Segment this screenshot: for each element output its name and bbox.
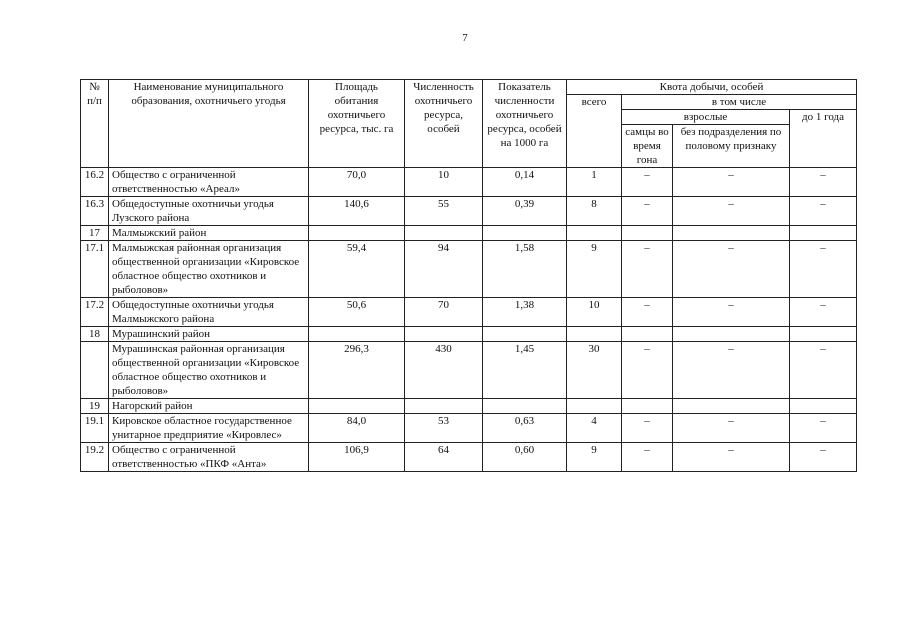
cell-count bbox=[405, 327, 483, 342]
cell-count: 53 bbox=[405, 414, 483, 443]
cell-num: 18 bbox=[81, 327, 109, 342]
cell-area: 50,6 bbox=[309, 298, 405, 327]
cell-name: Кировское областное государственное унитарное предприятие «Кировлес» bbox=[109, 414, 309, 443]
cell-young: – bbox=[790, 298, 857, 327]
cell-males: – bbox=[622, 443, 673, 472]
table-row bbox=[81, 197, 857, 226]
cell-young: – bbox=[790, 168, 857, 197]
cell-num: 16.3 bbox=[81, 197, 109, 226]
cell-name: Общество с ограниченной ответственностью «ПКФ «Анта» bbox=[109, 443, 309, 472]
cell-total: 9 bbox=[567, 443, 622, 472]
cell-num: 19.2 bbox=[81, 443, 109, 472]
table-row bbox=[81, 168, 857, 197]
cell-count: 430 bbox=[405, 342, 483, 399]
table-row bbox=[81, 443, 857, 472]
cell-no-sex: – bbox=[673, 197, 790, 226]
cell-num: 16.2 bbox=[81, 168, 109, 197]
cell-name: Общедоступные охотничьи угодья Малмыжского района bbox=[109, 298, 309, 327]
cell-density: 1,38 bbox=[483, 298, 567, 327]
cell-name: Малмыжская районная организация общественной организации «Кировское областное общество охотников и рыболовов» bbox=[109, 241, 309, 298]
cell-young bbox=[790, 226, 857, 241]
cell-total bbox=[567, 327, 622, 342]
table-row bbox=[81, 298, 857, 327]
cell-males: – bbox=[622, 298, 673, 327]
header-quota: Квота добычи, особей bbox=[567, 80, 857, 95]
cell-area: 84,0 bbox=[309, 414, 405, 443]
cell-name: Общество с ограниченной ответственностью «Ареал» bbox=[109, 168, 309, 197]
header-name: Наименование муниципального образования, охотничьего угодья bbox=[109, 80, 309, 168]
cell-total bbox=[567, 226, 622, 241]
cell-num: 17.1 bbox=[81, 241, 109, 298]
cell-young: – bbox=[790, 197, 857, 226]
header-males: самцы во время гона bbox=[622, 125, 673, 168]
cell-count: 70 bbox=[405, 298, 483, 327]
cell-density: 0,60 bbox=[483, 443, 567, 472]
cell-no-sex bbox=[673, 327, 790, 342]
cell-area bbox=[309, 327, 405, 342]
cell-name: Малмыжский район bbox=[109, 226, 309, 241]
cell-males bbox=[622, 399, 673, 414]
cell-num bbox=[81, 342, 109, 399]
cell-count bbox=[405, 226, 483, 241]
header-count: Численность охотничьего ресурса, особей bbox=[405, 80, 483, 168]
cell-count bbox=[405, 399, 483, 414]
cell-count: 64 bbox=[405, 443, 483, 472]
header-young: до 1 года bbox=[790, 110, 857, 168]
cell-density: 0,39 bbox=[483, 197, 567, 226]
cell-density bbox=[483, 327, 567, 342]
cell-area: 59,4 bbox=[309, 241, 405, 298]
cell-density bbox=[483, 226, 567, 241]
table-row bbox=[81, 414, 857, 443]
cell-num: 19.1 bbox=[81, 414, 109, 443]
cell-young: – bbox=[790, 414, 857, 443]
page-number: 7 bbox=[462, 32, 468, 44]
cell-name: Мурашинский район bbox=[109, 327, 309, 342]
cell-num: 17 bbox=[81, 226, 109, 241]
cell-no-sex bbox=[673, 226, 790, 241]
header-adults: взрослые bbox=[622, 110, 790, 125]
cell-area bbox=[309, 226, 405, 241]
cell-males: – bbox=[622, 414, 673, 443]
cell-total: 4 bbox=[567, 414, 622, 443]
cell-num: 19 bbox=[81, 399, 109, 414]
cell-name: Нагорский район bbox=[109, 399, 309, 414]
cell-area: 140,6 bbox=[309, 197, 405, 226]
cell-males: – bbox=[622, 168, 673, 197]
cell-area: 70,0 bbox=[309, 168, 405, 197]
cell-males: – bbox=[622, 241, 673, 298]
cell-males bbox=[622, 226, 673, 241]
header-area: Площадь обитания охотничьего ресурса, тыс. га bbox=[309, 80, 405, 168]
cell-name: Мурашинская районная организация общественной организации «Кировское областное общество охотников и рыболовов» bbox=[109, 342, 309, 399]
cell-young bbox=[790, 327, 857, 342]
cell-total: 1 bbox=[567, 168, 622, 197]
cell-density: 1,58 bbox=[483, 241, 567, 298]
cell-no-sex: – bbox=[673, 298, 790, 327]
header-no-sex: без подразделения по половому признаку bbox=[673, 125, 790, 168]
cell-males: – bbox=[622, 342, 673, 399]
cell-young: – bbox=[790, 241, 857, 298]
cell-area: 296,3 bbox=[309, 342, 405, 399]
cell-density: 0,14 bbox=[483, 168, 567, 197]
header-density: Показатель численности охотничьего ресурса, особей на 1000 га bbox=[483, 80, 567, 168]
section-row bbox=[81, 327, 857, 342]
cell-total: 9 bbox=[567, 241, 622, 298]
cell-density bbox=[483, 399, 567, 414]
cell-count: 55 bbox=[405, 197, 483, 226]
cell-count: 94 bbox=[405, 241, 483, 298]
cell-no-sex: – bbox=[673, 241, 790, 298]
cell-males: – bbox=[622, 197, 673, 226]
cell-total: 8 bbox=[567, 197, 622, 226]
cell-no-sex: – bbox=[673, 168, 790, 197]
cell-young: – bbox=[790, 342, 857, 399]
cell-area: 106,9 bbox=[309, 443, 405, 472]
cell-area bbox=[309, 399, 405, 414]
cell-density: 0,63 bbox=[483, 414, 567, 443]
cell-total: 10 bbox=[567, 298, 622, 327]
header-num: № п/п bbox=[81, 80, 109, 168]
section-row bbox=[81, 399, 857, 414]
cell-males bbox=[622, 327, 673, 342]
cell-no-sex: – bbox=[673, 443, 790, 472]
cell-young bbox=[790, 399, 857, 414]
cell-young: – bbox=[790, 443, 857, 472]
cell-count: 10 bbox=[405, 168, 483, 197]
cell-total: 30 bbox=[567, 342, 622, 399]
hunting-quota-table bbox=[80, 79, 857, 472]
header-including: в том числе bbox=[622, 95, 857, 110]
table-header bbox=[81, 80, 857, 168]
section-row bbox=[81, 226, 857, 241]
cell-no-sex: – bbox=[673, 414, 790, 443]
table-body bbox=[81, 168, 857, 472]
table-row bbox=[81, 342, 857, 399]
table-row bbox=[81, 241, 857, 298]
cell-no-sex: – bbox=[673, 342, 790, 399]
cell-no-sex bbox=[673, 399, 790, 414]
cell-density: 1,45 bbox=[483, 342, 567, 399]
cell-name: Общедоступные охотничьи угодья Лузского района bbox=[109, 197, 309, 226]
header-total: всего bbox=[567, 95, 622, 168]
cell-num: 17.2 bbox=[81, 298, 109, 327]
cell-total bbox=[567, 399, 622, 414]
